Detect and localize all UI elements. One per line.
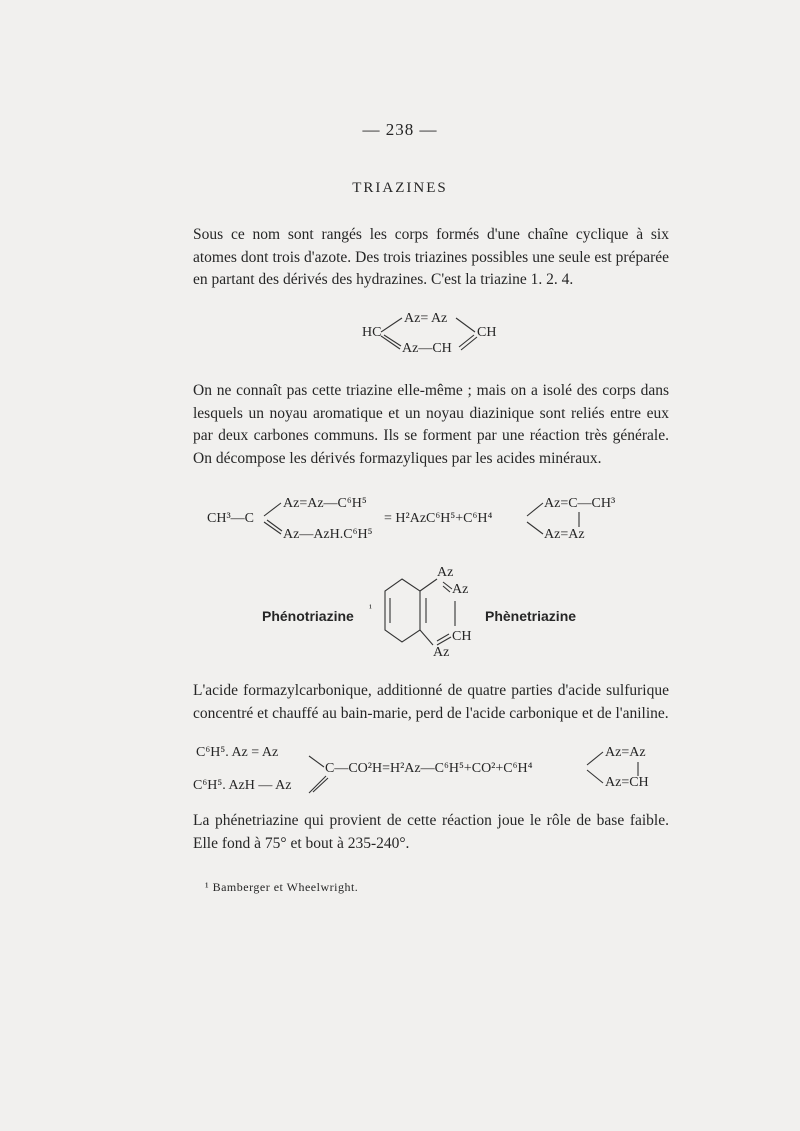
formula3-az-bottom: Az [433,645,450,660]
formula1-right: CH [477,325,497,340]
formula1-left: HC [362,325,382,340]
formula4-middle: C—CO²H=H²Az—C⁶H⁵+CO²+C⁶H⁴ [325,761,533,776]
formula4-right-top: Az=Az [605,745,646,760]
formula2-middle: = H²AzC⁶H⁵+C⁶H⁴ [384,511,493,526]
section-title: TRIAZINES [352,180,448,196]
footnote-mark: ¹ [369,603,372,614]
footnote: ¹ Bamberger et Wheelwright. [205,880,359,894]
paragraph-3: L'acide formazylcarbonique, additionné de quatre parties d'acide sulfurique concentré et chauffé au bain-marie, perd de l'acide carbonique et de l'aniline. [193,682,669,722]
formula2-bottom: Az—AzH.C⁶H⁵ [283,527,373,542]
phenetriazine-label: Phènetriazine [485,608,577,624]
paragraph-2: On ne connaît pas cette triazine elle-même ; mais on a isolé des corps dans lesquels un noyau aromatique et un noyau diazinique sont reliés entre eux par deux carbones communs. Ils se forment par une réaction très générale. On décompose les dérivés formazyliques par les acides minéraux. [193,382,669,467]
formula2-right-top: Az=C—CH³ [544,496,616,511]
formula2-right-bottom: Az=Az [544,527,585,542]
formula1-top: Az= Az [404,311,448,326]
page-number: — 238 — [362,120,438,139]
formula2-top: Az=Az—C⁶H⁵ [283,496,367,511]
phenotriazine-label: Phénotriazine [262,608,354,624]
formula4-line2: C⁶H⁵. AzH — Az [193,778,292,793]
formula2-left: CH³—C [207,511,254,526]
formula3-ch: CH [452,629,472,644]
formula1-bottom: Az—CH [402,341,452,356]
paragraph-4: La phénetriazine qui provient de cette réaction joue le rôle de base faible. Elle fond à 75° et bout à 235-240°. [193,812,669,852]
formula3-az-top: Az [437,565,454,580]
formula4-right-bottom: Az=CH [605,775,649,790]
formula4-line1: C⁶H⁵. Az = Az [196,745,279,760]
formula3-az-right: Az [452,582,469,597]
paragraph-1: Sous ce nom sont rangés les corps formés d'une chaîne cyclique à six atomes dont trois d'azote. Des trois triazines possibles une seule est préparée en partant des dérivés des hydrazines. C'est la triazine 1. 2. 4. [193,226,669,288]
